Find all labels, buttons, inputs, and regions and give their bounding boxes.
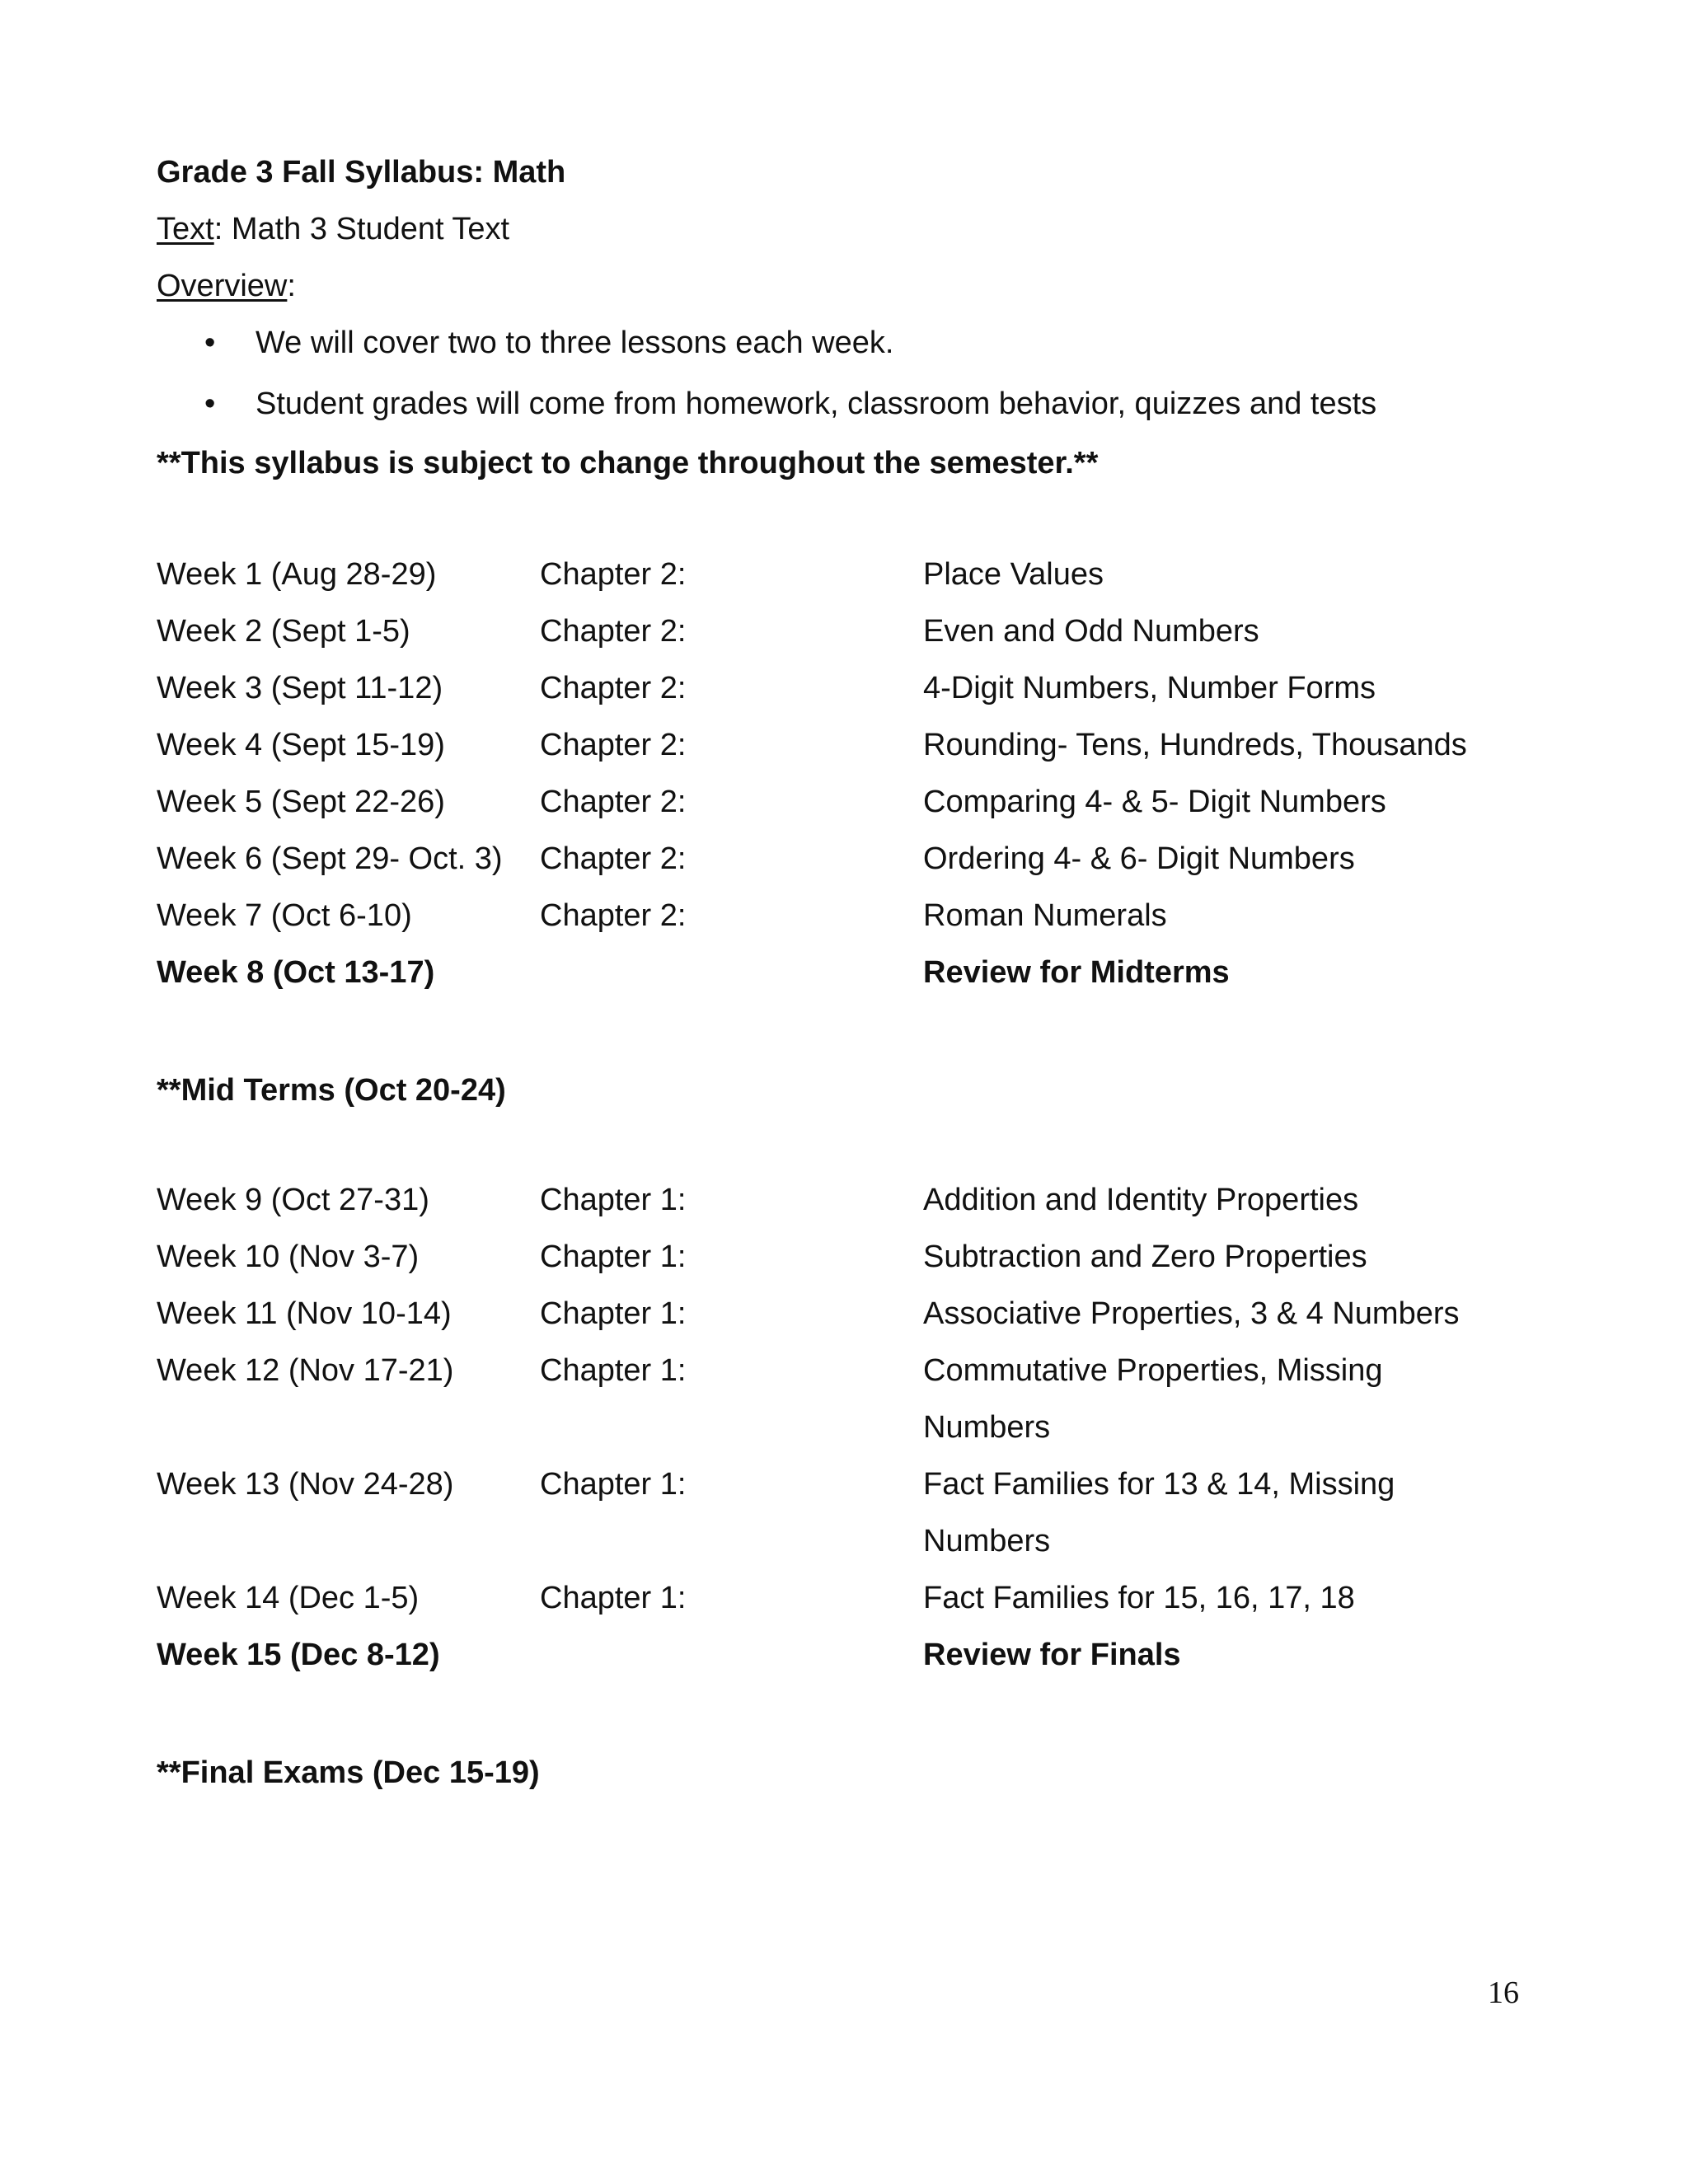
schedule-topic: Associative Properties, 3 & 4 Numbers [923, 1296, 1460, 1331]
schedule-week: Week 7 (Oct 6-10) [157, 898, 412, 933]
schedule-chapter: Chapter 1: [540, 1240, 687, 1274]
schedule-chapter: Chapter 2: [540, 898, 687, 933]
schedule-week: Week 12 (Nov 17-21) [157, 1353, 454, 1388]
schedule-week: Week 3 (Sept 11-12) [157, 671, 443, 705]
schedule-topic: 4-Digit Numbers, Number Forms [923, 671, 1376, 705]
schedule-chapter: Chapter 1: [540, 1581, 687, 1615]
schedule-week: Week 5 (Sept 22-26) [157, 785, 445, 819]
schedule-chapter: Chapter 2: [540, 557, 687, 592]
page-number: 16 [1488, 1975, 1519, 2010]
schedule-topic: Subtraction and Zero Properties [923, 1240, 1367, 1274]
schedule-chapter: Chapter 2: [540, 841, 687, 876]
schedule-topic: Review for Finals [923, 1638, 1181, 1672]
schedule-week: Week 13 (Nov 24-28) [157, 1467, 454, 1502]
schedule-topic: Review for Midterms [923, 955, 1230, 990]
schedule-chapter: Chapter 2: [540, 614, 687, 649]
schedule-topic: Comparing 4- & 5- Digit Numbers [923, 785, 1386, 819]
schedule-week: Week 2 (Sept 1-5) [157, 614, 410, 649]
bullet-text: We will cover two to three lessons each week. [256, 326, 894, 360]
schedule-topic-continued: Numbers [923, 1524, 1051, 1558]
syllabus-notice: **This syllabus is subject to change throughout the semester.** [157, 446, 1099, 480]
schedule-week: Week 1 (Aug 28-29) [157, 557, 437, 592]
schedule-topic: Addition and Identity Properties [923, 1183, 1359, 1217]
schedule-week: Week 6 (Sept 29- Oct. 3) [157, 841, 503, 876]
bullet-text: Student grades will come from homework, classroom behavior, quizzes and tests [256, 387, 1377, 421]
schedule-chapter: Chapter 2: [540, 785, 687, 819]
bullet-icon: • [204, 326, 216, 360]
schedule-topic: Fact Families for 13 & 14, Missing [923, 1467, 1395, 1502]
schedule-topic: Ordering 4- & 6- Digit Numbers [923, 841, 1355, 876]
text-value: : Math 3 Student Text [213, 212, 510, 246]
bullet-icon: • [204, 387, 216, 421]
schedule-week: Week 9 (Oct 27-31) [157, 1183, 429, 1217]
schedule-topic: Commutative Properties, Missing [923, 1353, 1383, 1388]
schedule-chapter: Chapter 2: [540, 728, 687, 762]
schedule-week: Week 11 (Nov 10-14) [157, 1296, 452, 1331]
page-title: Grade 3 Fall Syllabus: Math [157, 155, 566, 190]
schedule-topic: Place Values [923, 557, 1104, 592]
schedule-week: Week 8 (Oct 13-17) [157, 955, 435, 990]
finals-heading: **Final Exams (Dec 15-19) [157, 1755, 540, 1790]
schedule-topic: Roman Numerals [923, 898, 1167, 933]
schedule-week: Week 10 (Nov 3-7) [157, 1240, 420, 1274]
schedule-week: Week 4 (Sept 15-19) [157, 728, 445, 762]
text-label: Text [157, 212, 214, 246]
schedule-chapter: Chapter 1: [540, 1296, 687, 1331]
schedule-topic: Even and Odd Numbers [923, 614, 1259, 649]
text-line [157, 210, 509, 248]
midterms-heading: **Mid Terms (Oct 20-24) [157, 1073, 506, 1108]
schedule-topic: Fact Families for 15, 16, 17, 18 [923, 1581, 1355, 1615]
schedule-chapter: Chapter 1: [540, 1183, 687, 1217]
schedule-topic: Rounding- Tens, Hundreds, Thousands [923, 728, 1467, 762]
schedule-week: Week 14 (Dec 1-5) [157, 1581, 420, 1615]
schedule-chapter: Chapter 1: [540, 1467, 687, 1502]
overview-line [157, 267, 296, 305]
schedule-chapter: Chapter 2: [540, 671, 687, 705]
overview-colon: : [287, 269, 296, 303]
schedule-chapter: Chapter 1: [540, 1353, 687, 1388]
schedule-topic-continued: Numbers [923, 1410, 1051, 1445]
overview-label: Overview [157, 269, 288, 303]
schedule-week: Week 15 (Dec 8-12) [157, 1638, 440, 1672]
